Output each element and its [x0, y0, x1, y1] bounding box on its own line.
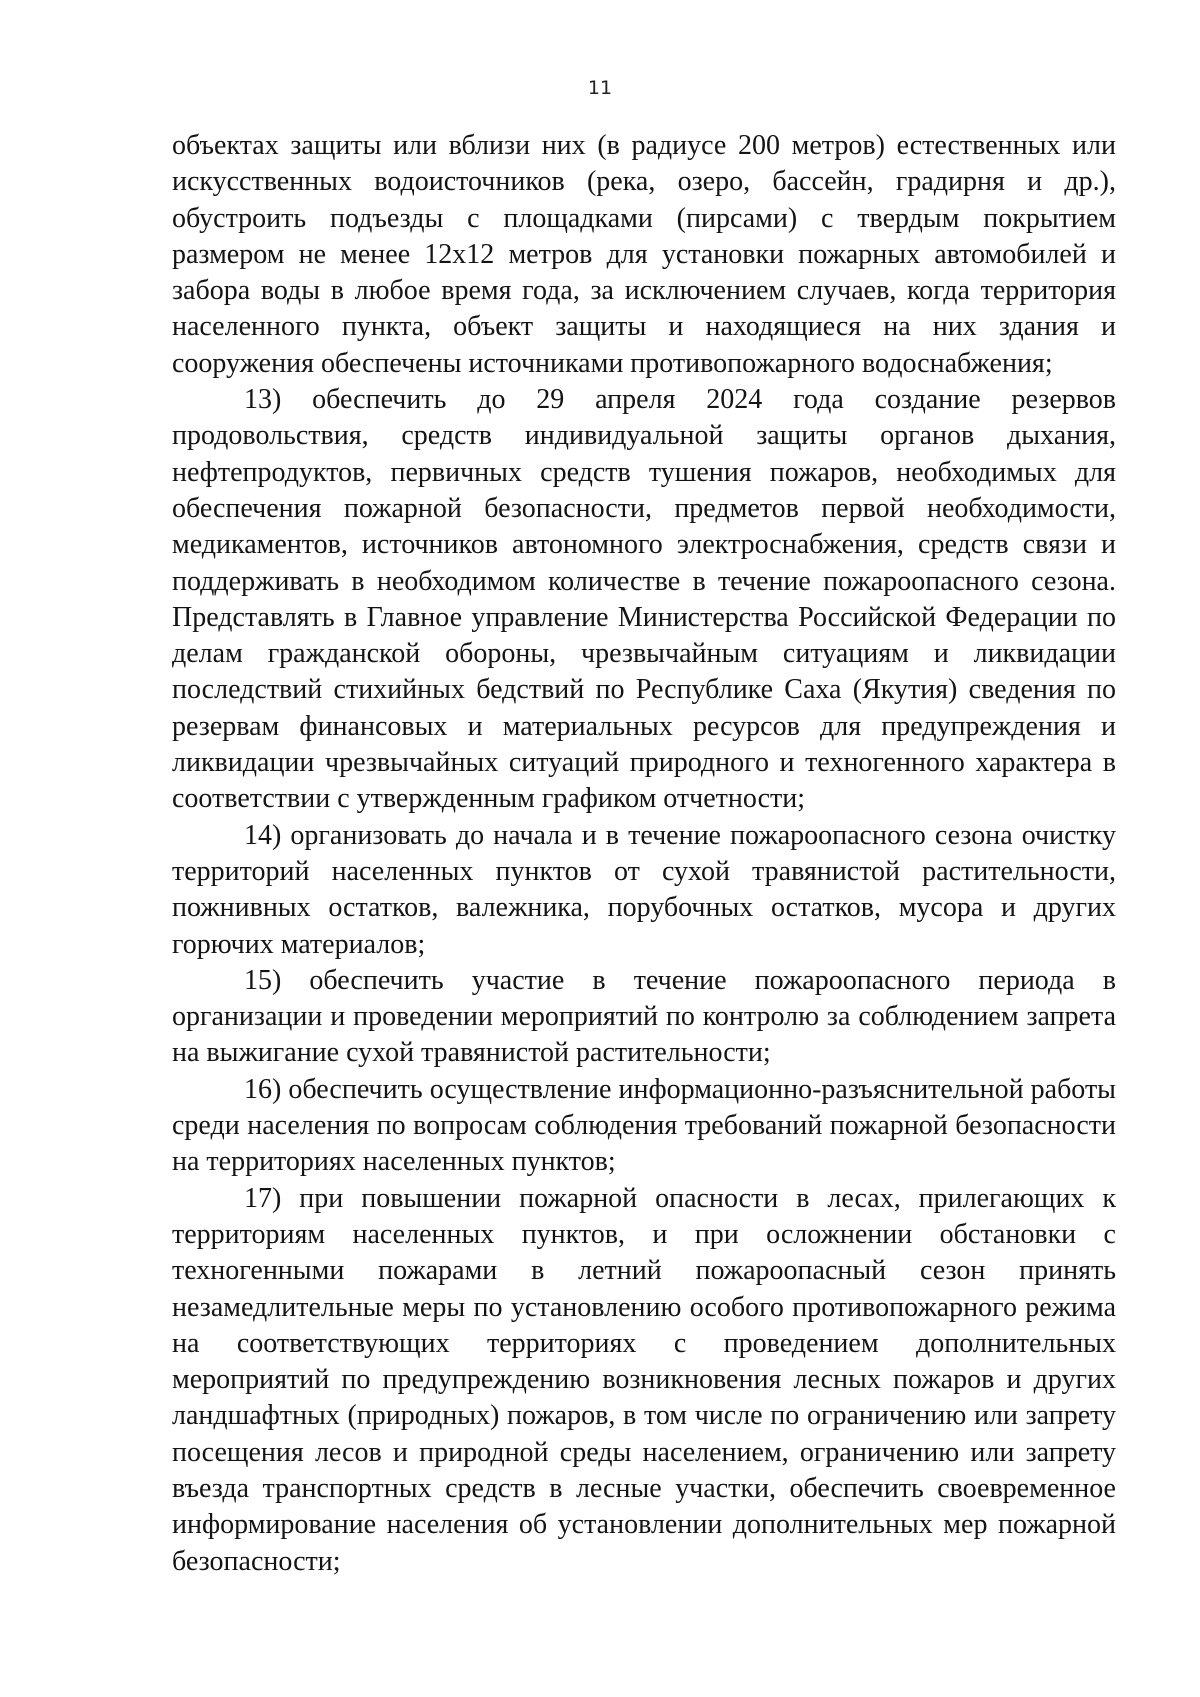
paragraph-item-15: 15) обеспечить участие в течение пожароопасного периода в организации и проведении мероприятий по контролю за соблюдением запрета на выжигание сухой травянистой растительности;	[172, 964, 1116, 1069]
document-body	[172, 128, 1116, 1580]
paragraph-item-13: 13) обеспечить до 29 апреля 2024 года создание резервов продовольствия, средств индивидуальной защиты органов дыхания, нефтепродуктов, первичных средств тушения пожаров, необходимых для обеспечения пожарной безопасности, предметов первой необходимости, медикаментов, источников автономного электроснабжения, средств связи и поддерживать в необходимом количестве в течение пожароопасного сезона. Представлять в Главное управление Министерства Российской Федерации по делам гражданской обороны, чрезвычайным ситуациям и ликвидации последствий стихийных бедствий по Республике Саха (Якутия) сведения по резервам финансовых и материальных ресурсов для предупреждения и ликвидации чрезвычайных ситуаций природного и техногенного характера в соответствии с утвержденным графиком отчетности;	[172, 384, 1116, 815]
paragraph-item-16: 16) обеспечить осуществление информационно-разъяснительной работы среди населения по вопросам соблюдения требований пожарной безопасности на территориях населенных пунктов;	[172, 1073, 1116, 1178]
paragraph-item-14: 14) организовать до начала и в течение пожароопасного сезона очистку территорий населенных пунктов от сухой травянистой растительности, пожнивных остатков, валежника, порубочных остатков, мусора и других горючих материалов;	[172, 819, 1116, 960]
paragraph-continuation: объектах защиты или вблизи них (в радиусе 200 метров) естественных или искусственных водоисточников (река, озеро, бассейн, градирня и др.), обустроить подъезды с площадками (пирсами) с твердым покрытием размером не менее 12х12 метров для установки пожарных автомобилей и забора воды в любое время года, за исключением случаев, когда территория населенного пункта, объект защиты и находящиеся на них здания и сооружения обеспечены источниками противопожарного водоснабжения;	[172, 130, 1116, 379]
page-number: 11	[587, 77, 613, 99]
paragraph-item-17: 17) при повышении пожарной опасности в лесах, прилегающих к территориям населенных пунктов, и при осложнении обстановки с техногенными пожарами в летний пожароопасный сезон принять незамедлительные меры по установлению особого противопожарного режима на соответствующих территориях с проведением дополнительных мероприятий по предупреждению возникновения лесных пожаров и других ландшафтных (природных) пожаров, в том числе по ограничению или запрету посещения лесов и природной среды населением, ограничению или запрету въезда транспортных средств в лесные участки, обеспечить своевременное информирование населения об установлении дополнительных мер пожарной безопасности;	[172, 1182, 1116, 1577]
